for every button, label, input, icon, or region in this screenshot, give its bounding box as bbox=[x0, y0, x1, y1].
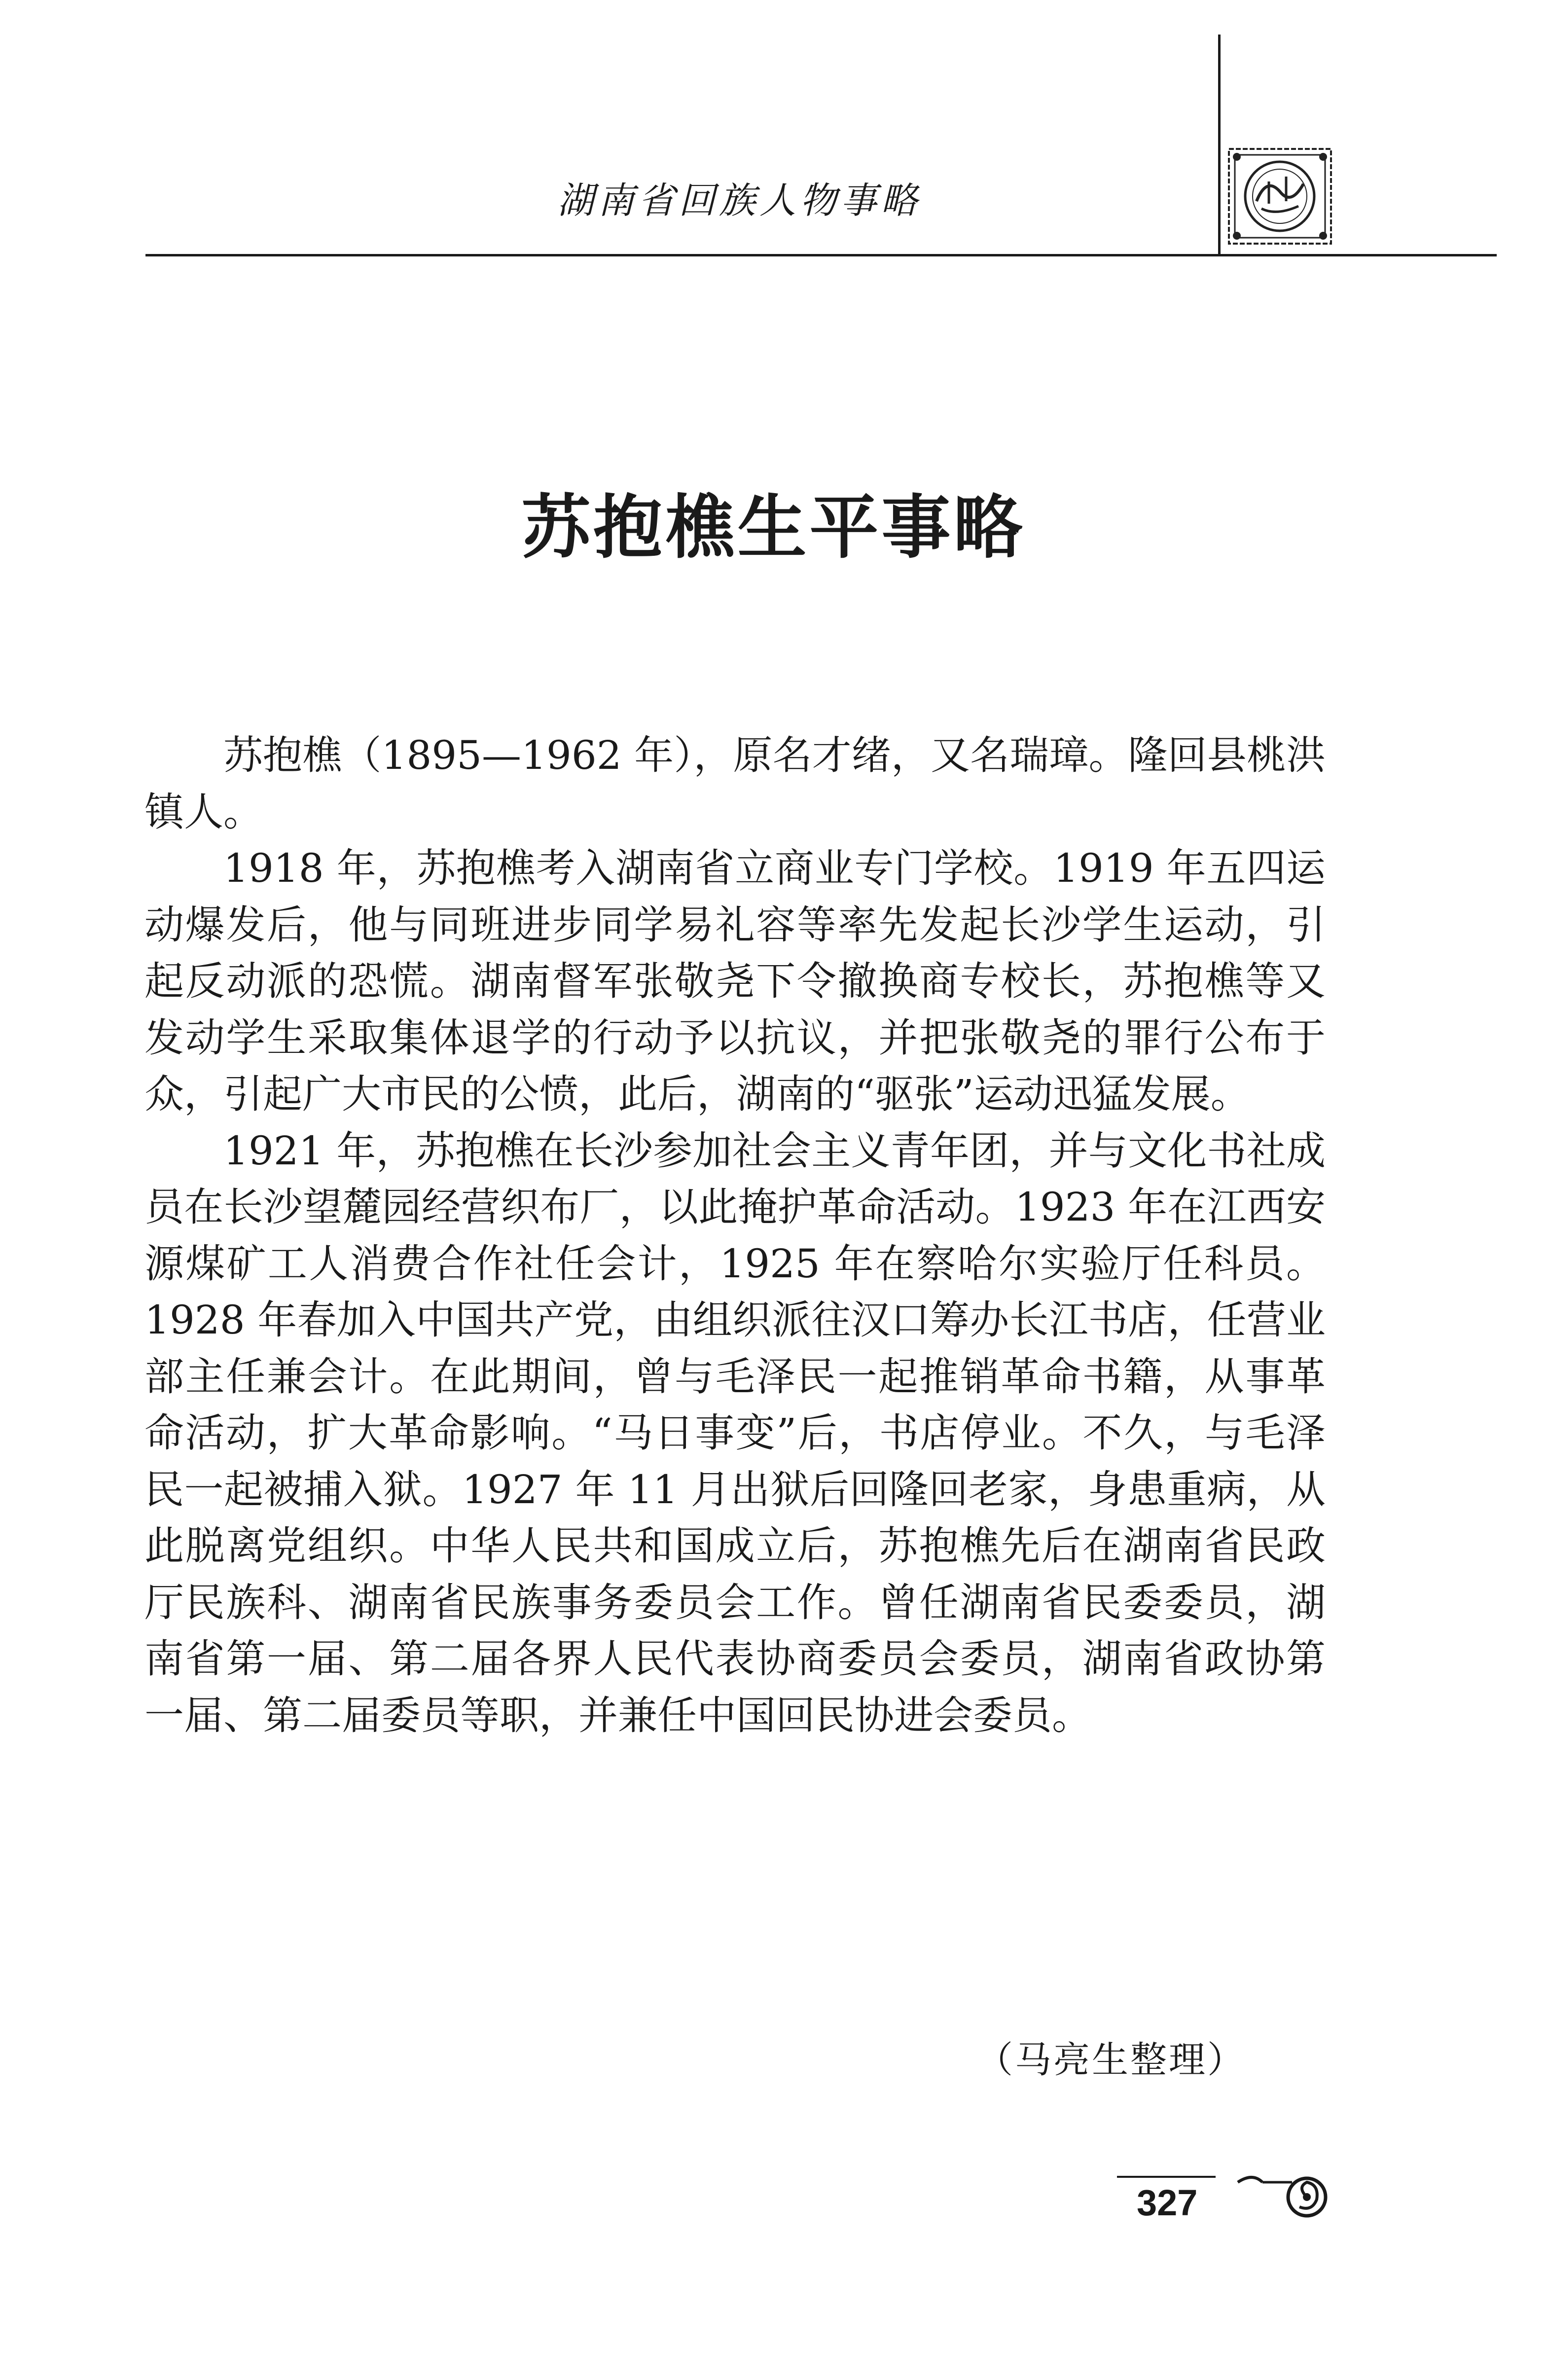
calligraphy-emblem-icon bbox=[1227, 147, 1333, 246]
paragraph-intro: 苏抱樵（1895—1962 年），原名才绪，又名瑞璋。隆回县桃洪镇人。 bbox=[144, 732, 1326, 835]
scroll-ornament-icon bbox=[1233, 2167, 1331, 2222]
paragraph-1921: 1921 年，苏抱樵在长沙参加社会主义青年团，并与文化书社成员在长沙望麓园经营织布厂，以此掩护革命活动。1923 年在江西安源煤矿工人消费合作社任会计，1925 年在察哈尔实验厅任科员。1928 年春加入中国共产党，由组织派往汉口筹办长江书店，任营业部主任兼会计。在此期间，曾与毛泽民一起推销革命书籍，从事革命活动，扩大革命影响。“马日事变”后，书店停业。不久，与毛泽民一起被捕入狱。1927 年 11 月出狱后回隆回老家，身患重病，从此脱离党组织。中华人民共和国成立后，苏抱樵先后在湖南省民政厅民族科、湖南省民族事务委员会工作。曾任湖南省民委委员，湖南省第一届、第二届各界人民代表协商委员会委员，湖南省政协第一届、第二届委员等职，并兼任中国回民协进会委员。 bbox=[144, 1127, 1326, 1738]
article-body bbox=[144, 727, 1326, 1744]
footer-rule bbox=[1117, 2176, 1216, 2178]
compiler-signature: （马亮生整理） bbox=[976, 2039, 1246, 2081]
paragraph-1918: 1918 年，苏抱樵考入湖南省立商业专门学校。1919 年五四运动爆发后，他与同班进步同学易礼容等率先发起长沙学生运动，引起反动派的恐慌。湖南督军张敬尧下令撤换商专校长，苏抱樵等又发动学生采取集体退学的行动予以抗议，并把张敬尧的罪行公布于众，引起广大市民的公愤，此后，湖南的“驱张”运动迅猛发展。 bbox=[144, 845, 1326, 1117]
header-rule bbox=[145, 254, 1497, 256]
header-vertical-divider bbox=[1218, 35, 1221, 255]
page-number: 327 bbox=[1137, 2182, 1198, 2223]
running-header-title: 湖南省回族人物事略 bbox=[557, 180, 921, 222]
article-title: 苏抱樵生平事略 bbox=[521, 487, 1026, 568]
